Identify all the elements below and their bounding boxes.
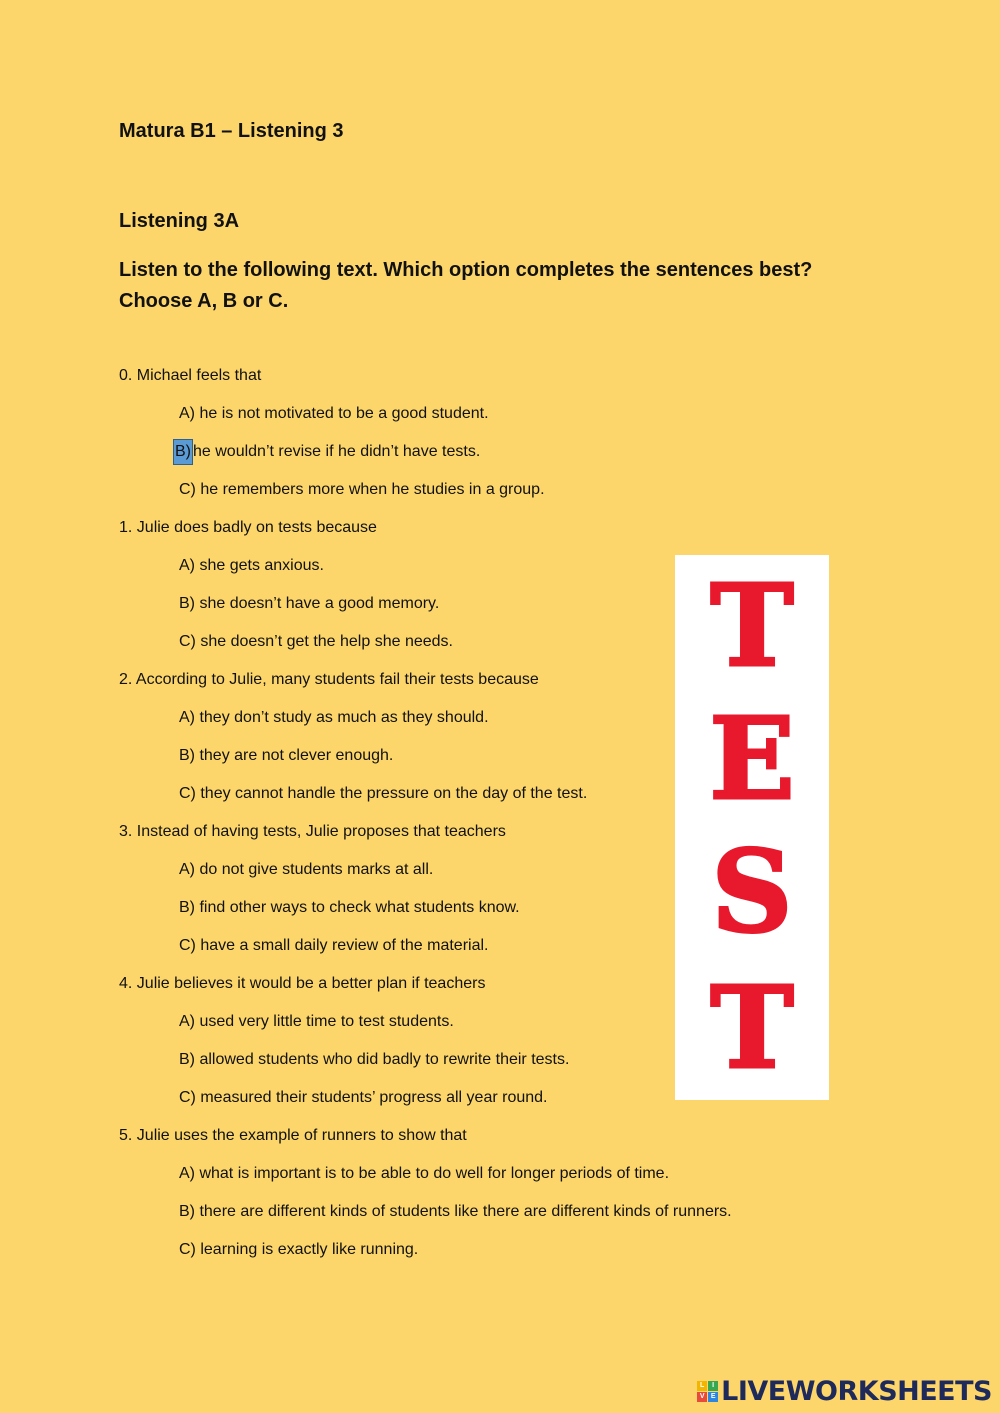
option-text: find other ways to check what students know.	[199, 899, 520, 916]
logo-square: L	[697, 1381, 707, 1391]
option-0b[interactable]	[119, 440, 819, 478]
document-title: Matura B1 – Listening 3	[119, 120, 344, 142]
option-text: she gets anxious.	[199, 557, 324, 574]
option-letter[interactable]: B)	[179, 1203, 195, 1220]
option-0c[interactable]	[119, 478, 819, 516]
option-0a[interactable]	[119, 402, 819, 440]
logo-square: V	[697, 1392, 707, 1402]
option-text: he remembers more when he studies in a group.	[200, 481, 545, 498]
instructions: Listen to the following text. Which option completes the sentences best? Choose A, B or C.	[119, 259, 813, 312]
option-text: what is important is to be able to do well for longer periods of time.	[199, 1165, 670, 1182]
option-text: have a small daily review of the material.	[200, 937, 489, 954]
selected-option-letter[interactable]: B)	[174, 440, 192, 464]
option-letter[interactable]: C)	[179, 481, 196, 498]
option-text: allowed students who did badly to rewrite their tests.	[199, 1051, 570, 1068]
test-letter-e: E	[709, 694, 795, 825]
option-text: learning is exactly like running.	[200, 1241, 419, 1258]
option-text: they are not clever enough.	[199, 747, 394, 764]
test-letter-t2: T	[710, 963, 794, 1094]
option-text: she doesn’t have a good memory.	[199, 595, 440, 612]
option-letter[interactable]: B)	[179, 595, 195, 612]
option-letter[interactable]: A)	[179, 1165, 195, 1182]
question-0	[119, 364, 819, 516]
logo-squares-icon	[697, 1381, 718, 1402]
option-text: measured their students’ progress all year round.	[200, 1089, 548, 1106]
option-5b[interactable]	[119, 1200, 819, 1238]
option-letter[interactable]: C)	[179, 1241, 196, 1258]
question-stem: 5. Julie uses the example of runners to show that	[119, 1127, 467, 1144]
option-text: they don’t study as much as they should.	[199, 709, 489, 726]
test-letter-t1: T	[710, 561, 794, 692]
option-letter[interactable]: C)	[179, 937, 196, 954]
option-letter[interactable]: B)	[179, 747, 195, 764]
option-letter[interactable]: C)	[179, 1089, 196, 1106]
question-stem: 4. Julie believes it would be a better plan if teachers	[119, 975, 486, 992]
test-word-image	[675, 555, 829, 1100]
test-word-svg	[675, 555, 829, 1100]
option-5a[interactable]	[119, 1162, 819, 1200]
option-letter[interactable]: A)	[179, 557, 195, 574]
question-stem: 0. Michael feels that	[119, 367, 262, 384]
question-5	[119, 1124, 819, 1276]
option-letter[interactable]: C)	[179, 785, 196, 802]
option-letter[interactable]: A)	[179, 1013, 195, 1030]
option-text: she doesn’t get the help she needs.	[200, 633, 453, 650]
question-stem: 2. According to Julie, many students fail their tests because	[119, 671, 539, 688]
option-letter[interactable]: A)	[179, 405, 195, 422]
logo-square: I	[708, 1381, 718, 1391]
question-stem: 3. Instead of having tests, Julie proposes that teachers	[119, 823, 506, 840]
option-text: he is not motivated to be a good student.	[199, 405, 489, 422]
option-letter[interactable]: B)	[179, 1051, 195, 1068]
liveworksheets-logo[interactable]	[697, 1376, 992, 1407]
option-letter[interactable]: A)	[179, 709, 195, 726]
option-letter[interactable]: A)	[179, 861, 195, 878]
option-text: he wouldn’t revise if he didn’t have tests.	[193, 443, 481, 460]
option-letter[interactable]: C)	[179, 633, 196, 650]
option-text: do not give students marks at all.	[199, 861, 434, 878]
option-text: there are different kinds of students like there are different kinds of runners.	[199, 1203, 732, 1220]
option-text: they cannot handle the pressure on the day of the test.	[200, 785, 588, 802]
logo-text: LIVEWORKSHEETS	[721, 1376, 992, 1407]
section-heading: Listening 3A	[119, 210, 240, 232]
test-letter-s: S	[711, 827, 793, 958]
option-text: used very little time to test students.	[199, 1013, 454, 1030]
option-5c[interactable]	[119, 1238, 819, 1276]
option-letter[interactable]: B)	[179, 899, 195, 916]
question-stem: 1. Julie does badly on tests because	[119, 519, 377, 536]
logo-square: E	[708, 1392, 718, 1402]
